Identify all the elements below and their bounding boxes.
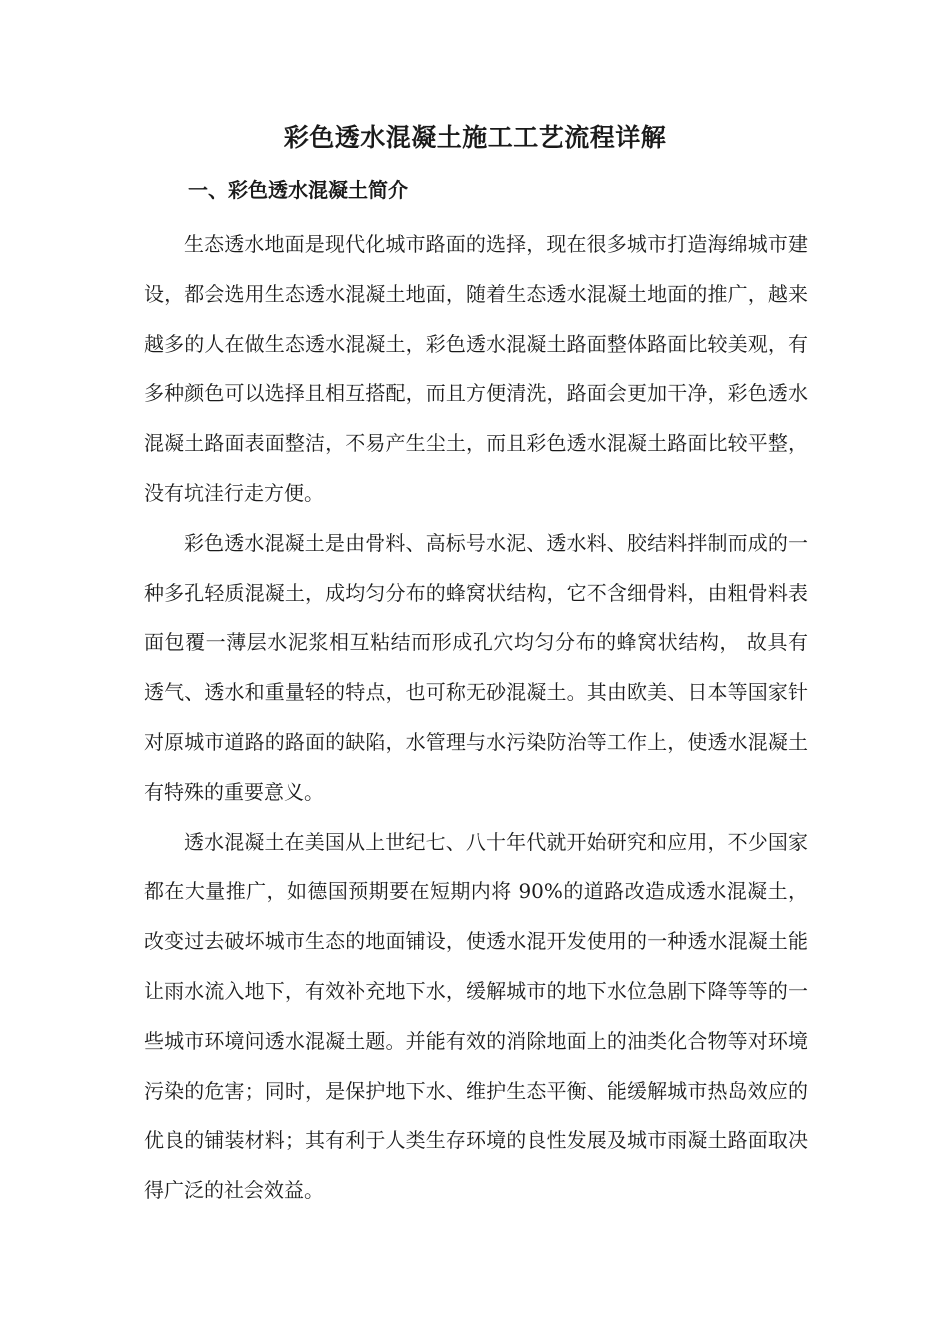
document-title: 彩色透水混凝土施工工艺流程详解 [283,123,667,152]
section-heading: 一、彩色透水混凝土简介 [188,178,408,202]
paragraph-history: 透水混凝土在美国从上世纪七、八十年代就开始研究和应用，不少国家都在大量推广，如德国预期要在短期内将 90%的道路改造成透水混凝土，改变过去破坏城市生态的地面铺设，使透水混开发使用的一种透水混凝土能让雨水流入地下，有效补充地下水，缓解城市的地下水位急剧下降等等的一些城市环境问透水混凝土题。并能有效的消除地面上的油类化合物等对环境污染的危害；同时，是保护地下水、维护生态平衡、能缓解城市热岛效应的优良的铺装材料；其有利于人类生存环境的良性发展及城市雨凝土路面取决得广泛的社会效益。 [144,829,808,1203]
paragraph-definition: 彩色透水混凝土是由骨料、高标号水泥、透水料、胶结料拌制而成的一种多孔轻质混凝土，成均匀分布的蜂窝状结构，它不含细骨料，由粗骨料表面包覆一薄层水泥浆相互粘结而形成孔穴均匀分布的蜂窝状结构， 故具有透气、透水和重量轻的特点，也可称无砂混凝土。其由欧美、日本等国家针对原城市道路的路面的缺陷，水管理与水污染防治等工作上，使透水混凝土有特殊的重要意义。 [144,530,808,804]
paragraph-intro: 生态透水地面是现代化城市路面的选择，现在很多城市打造海绵城市建设，都会选用生态透水混凝土地面，随着生态透水混凝土地面的推广，越来越多的人在做生态透水混凝土，彩色透水混凝土路面整体路面比较美观，有多种颜色可以选择且相互搭配，而且方便清洗，路面会更加干净，彩色透水混凝土路面表面整洁，不易产生尘土，而且彩色透水混凝土路面比较平整，没有坑洼行走方便。 [144,232,808,505]
document-body [144,220,808,1216]
